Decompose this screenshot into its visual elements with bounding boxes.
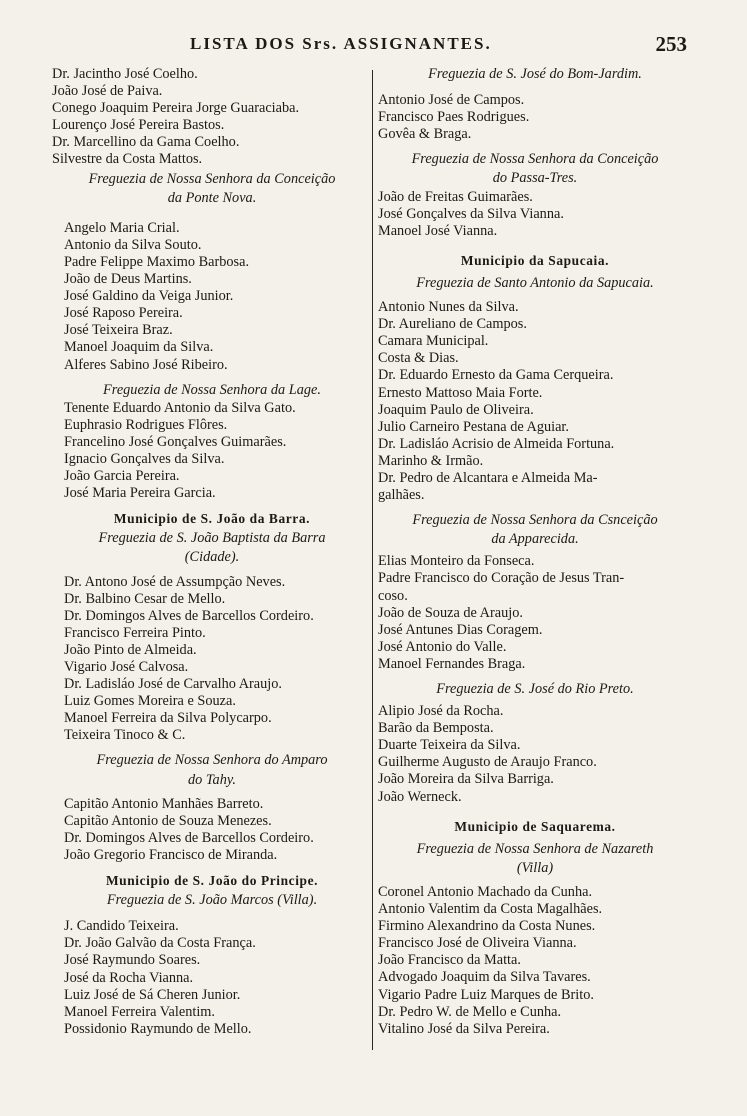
list-item: João de Souza de Araujo. [378,604,523,621]
list-item: João Garcia Pereira. [64,468,180,485]
list-item: João de Freitas Guimarães. [378,188,533,205]
list-item: José Raymundo Soares. [64,952,201,969]
list-item: Manoel Ferreira Valentim. [64,1003,215,1020]
list-item: João José de Paiva. [52,83,163,100]
principe-list [52,918,372,1038]
freguezia-heading: Freguezia de S. João Baptista da Barra [98,530,326,547]
list-item: Luiz Gomes Moreira e Souza. [64,693,236,710]
list-item-cont: coso. [378,587,408,604]
page-title: LISTA DOS Srs. ASSIGNANTES. [190,34,492,53]
list-item: Silvestre da Costa Mattos. [52,151,203,168]
list-item: José Galdino da Veiga Junior. [64,288,234,305]
freguezia-heading-cont: da Apparecida. [491,531,579,548]
list-item: João Francisco da Matta. [378,952,521,969]
top-names-list [52,66,372,169]
list-item: José Raposo Pereira. [64,305,183,322]
list-item: José Teixeira Braz. [64,322,173,339]
freguezia-heading: Freguezia de S. João Marcos (Villa). [106,892,318,909]
saquarema-list [375,884,695,1038]
list-item: Euphrasio Rodrigues Flôres. [64,416,228,433]
list-item: João Gregorio Francisco de Miranda. [64,846,278,863]
page-header [0,34,747,60]
list-item: Julio Carneiro Pestana de Aguiar. [378,418,569,435]
freguezia-heading-cont: (Cidade). [184,549,240,566]
list-item: Joaquim Paulo de Oliveira. [378,401,534,418]
freguezia-heading-cont: (Villa) [516,859,554,876]
right-column [375,66,695,1038]
list-item: Dr. Antono José de Assumpção Neves. [64,573,286,590]
list-item: Manoel Fernandes Braga. [378,655,526,672]
list-item: Capitão Antonio de Souza Menezes. [64,812,272,829]
list-item: Govêa & Braga. [378,126,472,143]
list-item: José da Rocha Vianna. [64,969,194,986]
list-item: Luiz José de Sá Cheren Junior. [64,986,241,1003]
list-item: João Moreira da Silva Barriga. [378,771,554,788]
list-item: Lourenço José Pereira Bastos. [52,117,225,134]
list-item: Tenente Eduardo Antonio da Silva Gato. [64,399,296,416]
list-item: Dr. Pedro de Alcantara e Almeida Ma- [378,469,598,486]
list-item: Coronel Antonio Machado da Cunha. [378,883,593,900]
list-item: João de Deus Martins. [64,271,192,288]
list-item: Conego Joaquim Pereira Jorge Guaraciaba. [52,100,300,117]
ponte-nova-list [52,220,372,374]
list-item: José Antonio do Valle. [378,638,507,655]
passa-tres-list [375,189,695,240]
list-item: Costa & Dias. [378,350,459,367]
left-column [52,66,372,1038]
list-item: Dr. Domingos Alves de Barcellos Cordeiro. [64,829,314,846]
list-item: Dr. Marcellino da Gama Coelho. [52,134,240,151]
sapucaia-list [375,299,695,504]
list-item: Manoel José Vianna. [378,222,498,239]
list-item: Dr. Ladisláo José de Carvalho Araujo. [64,676,282,693]
list-item: José Gonçalves da Silva Vianna. [378,205,564,222]
list-item: Francelino José Gonçalves Guimarães. [64,433,287,450]
list-item: Antonio Nunes da Silva. [378,299,519,316]
list-item: Padre Felippe Maximo Barbosa. [64,253,250,270]
list-item: Francisco Paes Rodrigues. [378,109,530,126]
list-item: Dr. Ladisláo Acrisio de Almeida Fortuna. [378,435,615,452]
list-item: José Antunes Dias Coragem. [378,621,543,638]
list-item: Dr. Pedro W. de Mello e Cunha. [378,1003,562,1020]
municipio-heading: Municipio da Sapucaia. [460,252,610,268]
tahy-list [52,796,372,864]
list-item: Advogado Joaquim da Silva Tavares. [378,969,591,986]
list-item: Manoel Joaquim da Silva. [64,339,214,356]
freguezia-heading-cont: do Passa-Tres. [492,170,578,187]
freguezia-heading-cont: da Ponte Nova. [167,189,257,206]
list-item: Possidonio Raymundo de Mello. [64,1020,252,1037]
list-item: Angelo Maria Crial. [64,219,180,236]
freguezia-heading: Freguezia de Nossa Senhora do Amparo [96,752,328,769]
bom-jardim-list [375,92,695,143]
freguezia-heading: Freguezia de Santo Antonio da Sapucaia. [416,274,654,291]
list-item: Duarte Teixeira da Silva. [378,737,521,754]
list-item: Alipio José da Rocha. [378,703,504,720]
list-item: Alferes Sabino José Ribeiro. [64,356,228,373]
list-item: Padre Francisco do Coração de Jesus Tran- [378,570,625,587]
list-item: Manoel Ferreira da Silva Polycarpo. [64,710,272,727]
list-item: Marinho & Irmão. [378,452,484,469]
lage-list [52,400,372,503]
list-item: Antonio José de Campos. [378,92,525,109]
municipio-heading: Municipio de S. João da Barra. [113,511,311,527]
list-item: Ernesto Mattoso Maia Forte. [378,384,543,401]
list-item: Dr. Domingos Alves de Barcellos Cordeiro. [64,607,314,624]
list-item: Vitalino José da Silva Pereira. [378,1020,550,1037]
page-number: 253 [655,32,687,56]
rio-preto-list [375,703,695,806]
municipio-heading: Municipio de S. João do Principe. [105,873,319,889]
freguezia-heading: Freguezia de Nossa Senhora da Csnceição [412,512,658,529]
list-item: Elias Monteiro da Fonseca. [378,553,535,570]
list-item: Firmino Alexandrino da Costa Nunes. [378,918,596,935]
list-item: Capitão Antonio Manhães Barreto. [64,795,264,812]
list-item: Dr. Eduardo Ernesto da Gama Cerqueira. [378,367,614,384]
list-item: João Werneck. [378,788,462,805]
list-item: Francisco José de Oliveira Vianna. [378,935,577,952]
list-item: Dr. João Galvão da Costa França. [64,935,256,952]
freguezia-heading: Freguezia de Nossa Senhora da Lage. [103,381,321,398]
list-item: Vigario Padre Luiz Marques de Brito. [378,986,594,1003]
list-item: Antonio da Silva Souto. [64,236,202,253]
list-item: Ignacio Gonçalves da Silva. [64,450,225,467]
list-item: Francisco Ferreira Pinto. [64,624,206,641]
list-item: Barão da Bemposta. [378,720,494,737]
freguezia-heading: Freguezia de S. José do Bom-Jardim. [428,66,642,82]
list-item-cont: galhães. [378,487,425,504]
list-item: Dr. Balbino Cesar de Mello. [64,590,226,607]
list-item: Dr. Jacintho José Coelho. [52,66,198,82]
list-item: Guilherme Augusto de Araujo Franco. [378,754,597,771]
list-item: Antonio Valentim da Costa Magalhães. [378,901,603,918]
municipio-heading: Municipio de Saquarema. [454,818,616,834]
column-divider [372,70,373,1050]
barra-list [52,574,372,745]
freguezia-heading: Freguezia de S. José do Rio Preto. [436,681,634,697]
list-item: Dr. Aureliano de Campos. [378,316,527,333]
freguezia-heading-cont: do Tahy. [188,771,236,788]
freguezia-heading: Freguezia de Nossa Senhora de Nazareth [416,840,654,857]
list-item: João Pinto de Almeida. [64,641,197,658]
list-item: Vigario José Calvosa. [64,659,189,675]
freguezia-heading: Freguezia de Nossa Senhora da Conceição [411,151,659,168]
list-item: Camara Municipal. [378,333,489,350]
list-item: Teixeira Tinoco & C. [64,727,186,744]
list-item: José Maria Pereira Garcia. [64,485,216,502]
apparecida-list [375,553,695,673]
freguezia-heading: Freguezia de Nossa Senhora da Conceição [88,170,336,187]
list-item: J. Candido Teixeira. [64,918,179,935]
